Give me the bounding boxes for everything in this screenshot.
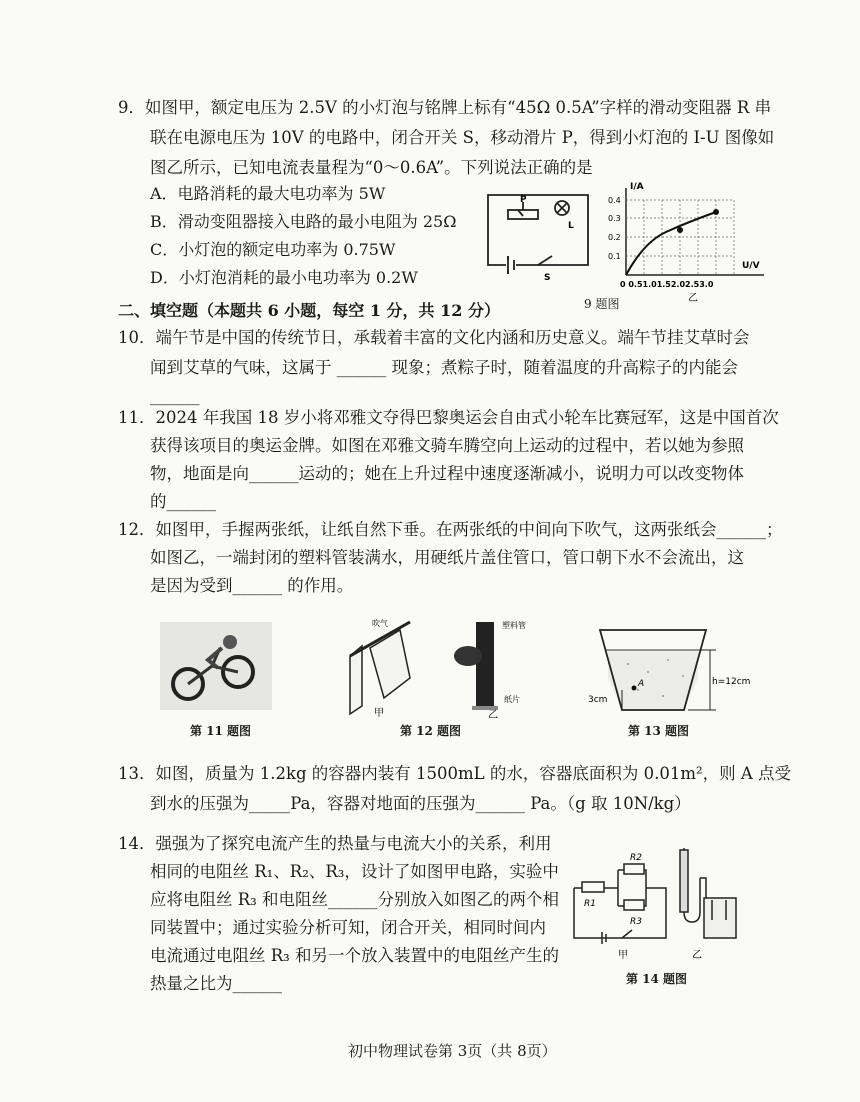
- q12-figure: [340, 618, 550, 718]
- q9-y-tick: 0.3: [608, 214, 621, 223]
- q14-line5: 电流通过电阻丝 R₃ 和另一个放入装置中的电阻丝产生的: [150, 946, 560, 965]
- q10-line2: 闻到艾草的气味，这属于 ______ 现象；煮粽子时，随着温度的升高粽子的内能会: [150, 358, 738, 377]
- q9-p-label: P: [520, 195, 527, 205]
- q9-x-ticks: 0 0.51.01.52.02.53.0: [620, 280, 714, 289]
- q9-option-a: A．电路消耗的最大电功率为 5W: [150, 184, 386, 203]
- q9-line1: 9．如图甲，额定电压为 2.5V 的小灯泡与铭牌上标有“45Ω 0.5A”字样的滑动变阻器 R 串: [118, 98, 772, 117]
- q14-line2: 相同的电阻丝 R₁、R₂、R₃，设计了如图甲电路，实验中: [150, 862, 559, 881]
- q12-line2: 如图乙，一端封闭的塑料管装满水，用硬纸片盖住管口，管口朝下水不会流出，这: [150, 548, 744, 567]
- q10-line1: 10．端午节是中国的传统节日，承载着丰富的文化内涵和历史意义。端午节挂艾草时会: [118, 328, 750, 347]
- q14-r3-label: R3: [630, 917, 642, 927]
- q9-option-d: D．小灯泡消耗的最小电功率为 0.2W: [150, 268, 418, 287]
- q12-caption: 第 12 题图: [400, 724, 462, 738]
- q14-line4: 同装置中；通过实验分析可知，闭合开关，相同时间内: [150, 918, 546, 937]
- q14-u-tube-apparatus: [680, 848, 736, 938]
- q14-r2-label: R2: [630, 853, 642, 863]
- q14-figure: [566, 848, 746, 966]
- q9-y-tick: 0.2: [608, 233, 621, 242]
- q14-line3: 应将电阻丝 R₃ 和电阻丝______分别放入如图乙的两个相: [150, 890, 560, 909]
- q13-line1: 13．如图，质量为 1.2kg 的容器内装有 1500mL 的水，容器底面积为 0.01m²，则 A 点受: [118, 764, 792, 783]
- q12-line3: 是因为受到______ 的作用。: [150, 576, 354, 595]
- q12-jia-label: 甲: [374, 708, 384, 718]
- section-heading: 二、填空题（本题共 6 小题，每空 1 分，共 12 分）: [118, 301, 500, 320]
- q14-line6: 热量之比为______: [150, 974, 282, 993]
- q9-caption: 9 题图: [584, 297, 620, 311]
- q12-tube-diagram: [454, 622, 498, 710]
- q9-line2: 联在电源电压为 10V 的电路中，闭合开关 S，移动滑片 P，得到小灯泡的 I-U 图像如: [150, 128, 775, 147]
- q9-x-axis-label: U/V: [742, 261, 760, 271]
- q14-line1: 14．强强为了探究电流产生的热量与电流大小的关系，利用: [118, 834, 552, 853]
- q9-y-tick: 0.1: [608, 252, 621, 261]
- q11-bmx-photo: [160, 622, 272, 710]
- q11-caption: 第 11 题图: [190, 724, 252, 738]
- q14-jia-label: 甲: [618, 950, 628, 961]
- page-footer: 初中物理试卷第 3页（共 8页）: [348, 1042, 557, 1060]
- q9-option-b: B．滑动变阻器接入电路的最小电阻为 25Ω: [150, 212, 457, 231]
- q13-point-a: A: [638, 679, 645, 689]
- q9-y-tick: 0.4: [608, 196, 621, 205]
- q9-y-axis-label: I/A: [630, 182, 644, 192]
- q11-line1: 11．2024 年我国 18 岁小将邓雅文夺得巴黎奥运会自由式小轮车比赛冠军，这是中国首次: [118, 408, 779, 427]
- q11-line3: 物，地面是向______运动的；她在上升过程中速度逐渐减小，说明力可以改变物体: [150, 464, 744, 483]
- q9-l-label: L: [568, 221, 574, 231]
- q12-paper-sheets: [350, 622, 410, 714]
- q11-line2: 获得该项目的奥运金牌。如图在邓雅文骑车腾空向上运动的过程中，若以她为参照: [150, 436, 744, 455]
- q13-3cm-label: 3cm: [588, 695, 608, 705]
- q14-yi-label: 乙: [692, 950, 702, 961]
- q12-card-label: 纸片: [504, 695, 520, 704]
- q11-line4: 的______: [150, 492, 216, 511]
- q13-caption: 第 13 题图: [628, 724, 690, 738]
- q12-tube-label: 塑料管: [502, 621, 526, 630]
- q9-s-label: S: [544, 273, 551, 283]
- q13-container-figure: [588, 620, 758, 720]
- q10-line3: ______: [150, 386, 200, 405]
- q9-line3: 图乙所示，已知电流表量程为“0～0.6A”。下列说法正确的是: [150, 158, 593, 177]
- q9-figure: [478, 180, 768, 310]
- q13-height-label: h=12cm: [712, 677, 751, 687]
- q9-option-c: C．小灯泡的额定电功率为 0.75W: [150, 240, 396, 259]
- q14-caption: 第 14 题图: [626, 972, 688, 986]
- q9-sub-label: 乙: [688, 293, 698, 304]
- q12-blow-label: 吹气: [372, 619, 388, 628]
- q9-iu-graph: [608, 182, 764, 304]
- q12-line1: 12．如图甲，手握两张纸，让纸自然下垂。在两张纸的中间向下吹气，这两张纸会______；: [118, 520, 783, 539]
- q14-r1-label: R1: [584, 899, 596, 909]
- q13-line2: 到水的压强为_____Pa，容器对地面的压强为______ Pa。（g 取 10N/kg）: [150, 794, 691, 813]
- q9-circuit-diagram: [488, 195, 588, 274]
- q12-yi-label: 乙: [488, 710, 498, 718]
